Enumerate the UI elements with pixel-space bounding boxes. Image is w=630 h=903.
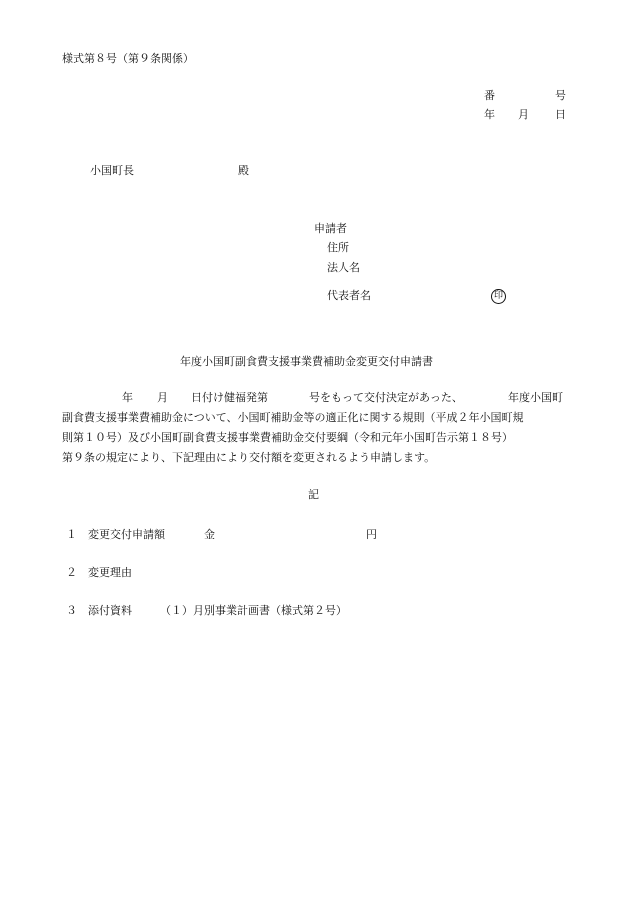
body-month-label: 月 xyxy=(157,391,168,404)
item-1-number: １ xyxy=(66,528,77,541)
addressee-name: 小国町長 xyxy=(90,164,134,177)
item-3-attachment: （１）月別事業計画書（様式第２号） xyxy=(160,604,347,617)
applicant-label: 申請者 xyxy=(314,222,347,235)
item-1-label: 変更交付申請額 xyxy=(88,528,165,541)
ki-heading: 記 xyxy=(308,488,319,501)
date-month-label: 月 xyxy=(518,108,529,121)
number-label-ban: 番 xyxy=(484,89,495,102)
number-label-go: 号 xyxy=(555,89,566,102)
body-line-2: 副食費支援事業費補助金について、小国町補助金等の適正化に関する規則（平成２年小国町規 xyxy=(62,411,524,424)
body-line-4: 第９条の規定により、下記理由により交付額を変更されるよう申請します。 xyxy=(62,451,436,464)
body-year-label: 年 xyxy=(122,391,133,404)
applicant-rep-label: 代表者名 xyxy=(327,289,371,302)
item-3-label: 添付資料 xyxy=(88,604,132,617)
applicant-address-label: 住所 xyxy=(327,241,349,254)
date-day-label: 日 xyxy=(555,108,566,121)
body-segment-b: 号をもって交付決定があった、 xyxy=(309,391,463,404)
item-1-en: 円 xyxy=(366,528,377,541)
seal-mark: 印 xyxy=(491,289,506,304)
document-title: 年度小国町副食費支援事業費補助金変更交付申請書 xyxy=(180,355,433,368)
item-3-number: ３ xyxy=(66,604,77,617)
body-segment-a: 日付け健福発第 xyxy=(191,391,268,404)
form-number: 様式第８号（第９条関係） xyxy=(62,52,194,65)
body-segment-c: 年度小国町 xyxy=(508,391,563,404)
date-year-label: 年 xyxy=(484,108,495,121)
addressee-honorific: 殿 xyxy=(238,164,249,177)
applicant-corp-label: 法人名 xyxy=(327,261,360,274)
item-1-kin: 金 xyxy=(204,528,215,541)
item-2-number: ２ xyxy=(66,566,77,579)
item-2-label: 変更理由 xyxy=(88,566,132,579)
body-line-3: 則第１０号）及び小国町副食費支援事業費補助金交付要綱（令和元年小国町告示第１８号） xyxy=(62,431,513,444)
